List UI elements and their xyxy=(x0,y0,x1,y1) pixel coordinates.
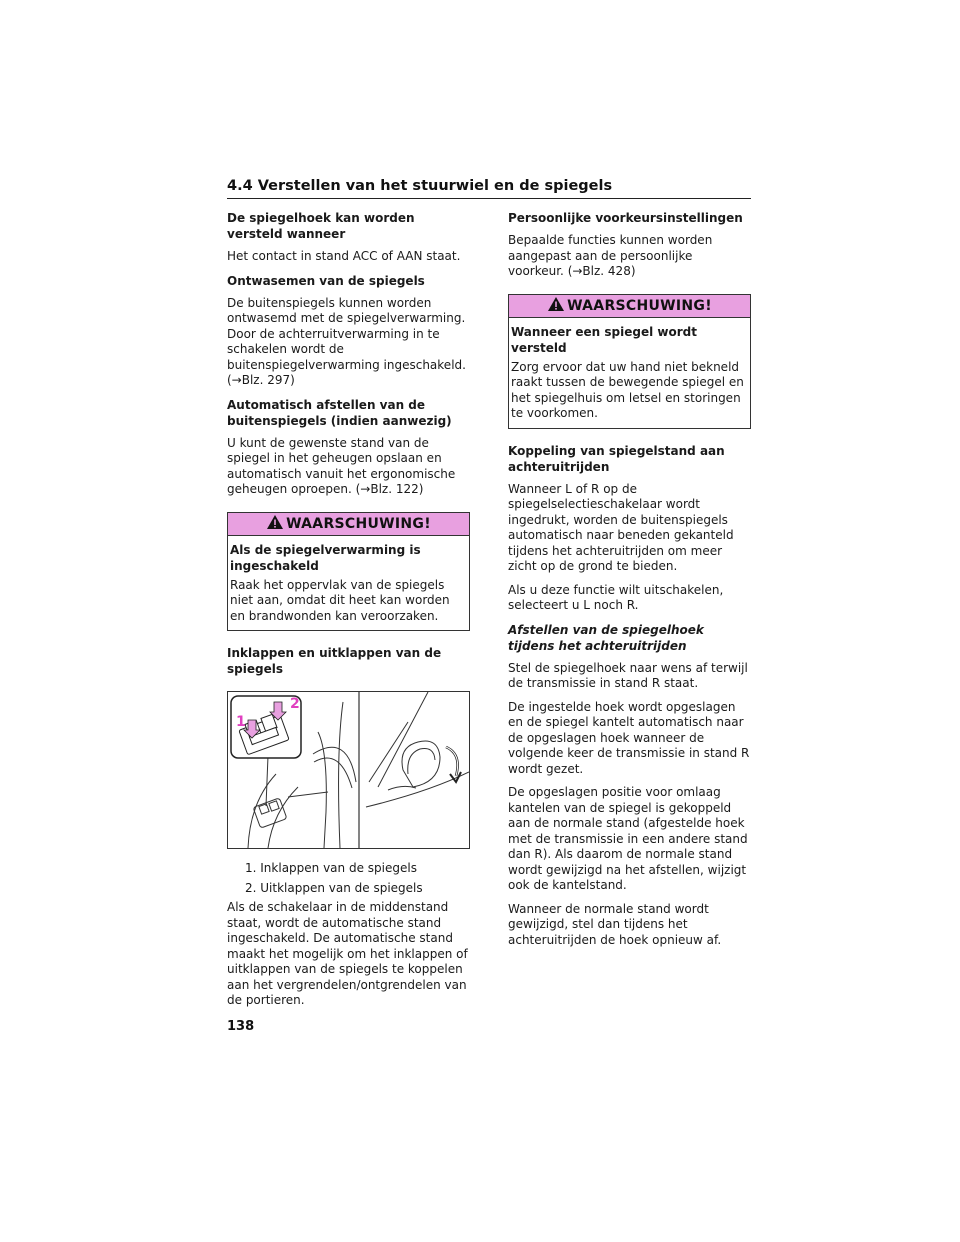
list-item: 2. Uitklappen van de spiegels xyxy=(245,880,423,895)
paragraph: Wanneer L of R op de spiegelselectieschakelaar wordt ingedrukt, worden de buitenspiegels automatisch naar beneden gekanteld tijdens het achteruitrijden om meer zicht op de grond te bieden. xyxy=(508,481,734,573)
paragraph: Stel de spiegelhoek naar wens af terwijl de transmissie in stand R staat. xyxy=(508,660,748,690)
paragraph: Bepaalde functies kunnen worden aangepast aan de persoonlijke voorkeur. (→Blz. 428) xyxy=(508,233,713,278)
mirror-switch-drawing xyxy=(228,692,469,848)
list-item: 1. Inklappen van de spiegels xyxy=(245,861,417,875)
warning-icon xyxy=(547,296,565,316)
mirror-fold-illustration xyxy=(227,691,470,849)
right-column xyxy=(508,210,751,956)
section-heading: De spiegelhoek kan worden versteld wanneer xyxy=(227,211,415,241)
warning-heading: Wanneer een spiegel wordt versteld xyxy=(511,324,697,355)
left-column xyxy=(227,210,470,1017)
paragraph: Als u deze functie wilt uitschakelen, selecteert u L noch R. xyxy=(508,582,724,612)
warning-box xyxy=(508,294,751,429)
section-heading: Koppeling van spiegelstand aan achteruitrijden xyxy=(508,443,725,474)
section-heading: Inklappen en uitklappen van de spiegels xyxy=(227,646,442,676)
paragraph: Wanneer de normale stand wordt gewijzigd, stel dan tijdens het achteruitrijden de hoek opnieuw af. xyxy=(508,901,722,947)
callout-2: 2 xyxy=(290,696,300,712)
paragraph: De opgeslagen positie voor omlaag kantelen van de spiegel is gekoppeld aan de normale stand (afgestelde hoek met de transmissie in een andere stand dan R). Als daarom de normale stand wordt gewijzigd na het afstellen, wijzigt ook de kantelstand. xyxy=(508,785,748,892)
page-number: 138 xyxy=(227,1019,255,1034)
paragraph: Het contact in stand ACC of AAN staat. xyxy=(227,249,461,263)
warning-header xyxy=(228,513,469,536)
warning-text: Raak het oppervlak van de spiegels niet aan, omdat dit heet kan worden en brandwonden kan veroorzaken. xyxy=(230,577,450,623)
warning-box xyxy=(227,512,470,632)
warning-heading: Als de spiegelverwarming is ingeschakeld xyxy=(230,542,421,573)
paragraph: U kunt de gewenste stand van de spiegel in het geheugen opslaan en automatisch vanuit het ergonomische geheugen oproepen. (→Blz. 122) xyxy=(227,435,456,496)
callout-1: 1 xyxy=(236,714,246,730)
warning-header xyxy=(509,295,750,318)
paragraph: De buitenspiegels kunnen worden ontwasemd met de spiegelverwarming. Door de achterruitverwarming in te schakelen wordt de buitenspiegelverwarming ingeschakeld. (→Blz. 297) xyxy=(227,295,466,387)
warning-text: Zorg ervoor dat uw hand niet bekneld raakt tussen de bewegende spiegel en het spiegelhuis om letsel en storingen te voorkomen. xyxy=(511,359,744,420)
section-heading: Automatisch afstellen van de buitenspiegels (indien aanwezig) xyxy=(227,397,452,428)
paragraph: Als de schakelaar in de middenstand staat, wordt de automatische stand ingeschakeld. De automatische stand maakt het mogelijk om het inklappen of uitklappen van de spiegels te koppelen aan het vergrendelen/ontgrendelen van de portieren. xyxy=(227,900,468,1007)
warning-icon xyxy=(266,514,284,534)
section-heading: Persoonlijke voorkeursinstellingen xyxy=(508,211,743,225)
warning-label: WAARSCHUWING! xyxy=(286,515,431,532)
subsection-heading: Afstellen van de spiegelhoek tijdens het achteruitrijden xyxy=(508,622,704,653)
paragraph: De ingestelde hoek wordt opgeslagen en de spiegel kantelt automatisch naar de opgeslagen hoek wanneer de volgende keer de transmissie in stand R wordt gezet. xyxy=(508,699,750,776)
page-header: 4.4 Verstellen van het stuurwiel en de spiegels xyxy=(227,178,751,199)
warning-label: WAARSCHUWING! xyxy=(567,297,712,314)
section-heading: Ontwasemen van de spiegels xyxy=(227,273,425,288)
